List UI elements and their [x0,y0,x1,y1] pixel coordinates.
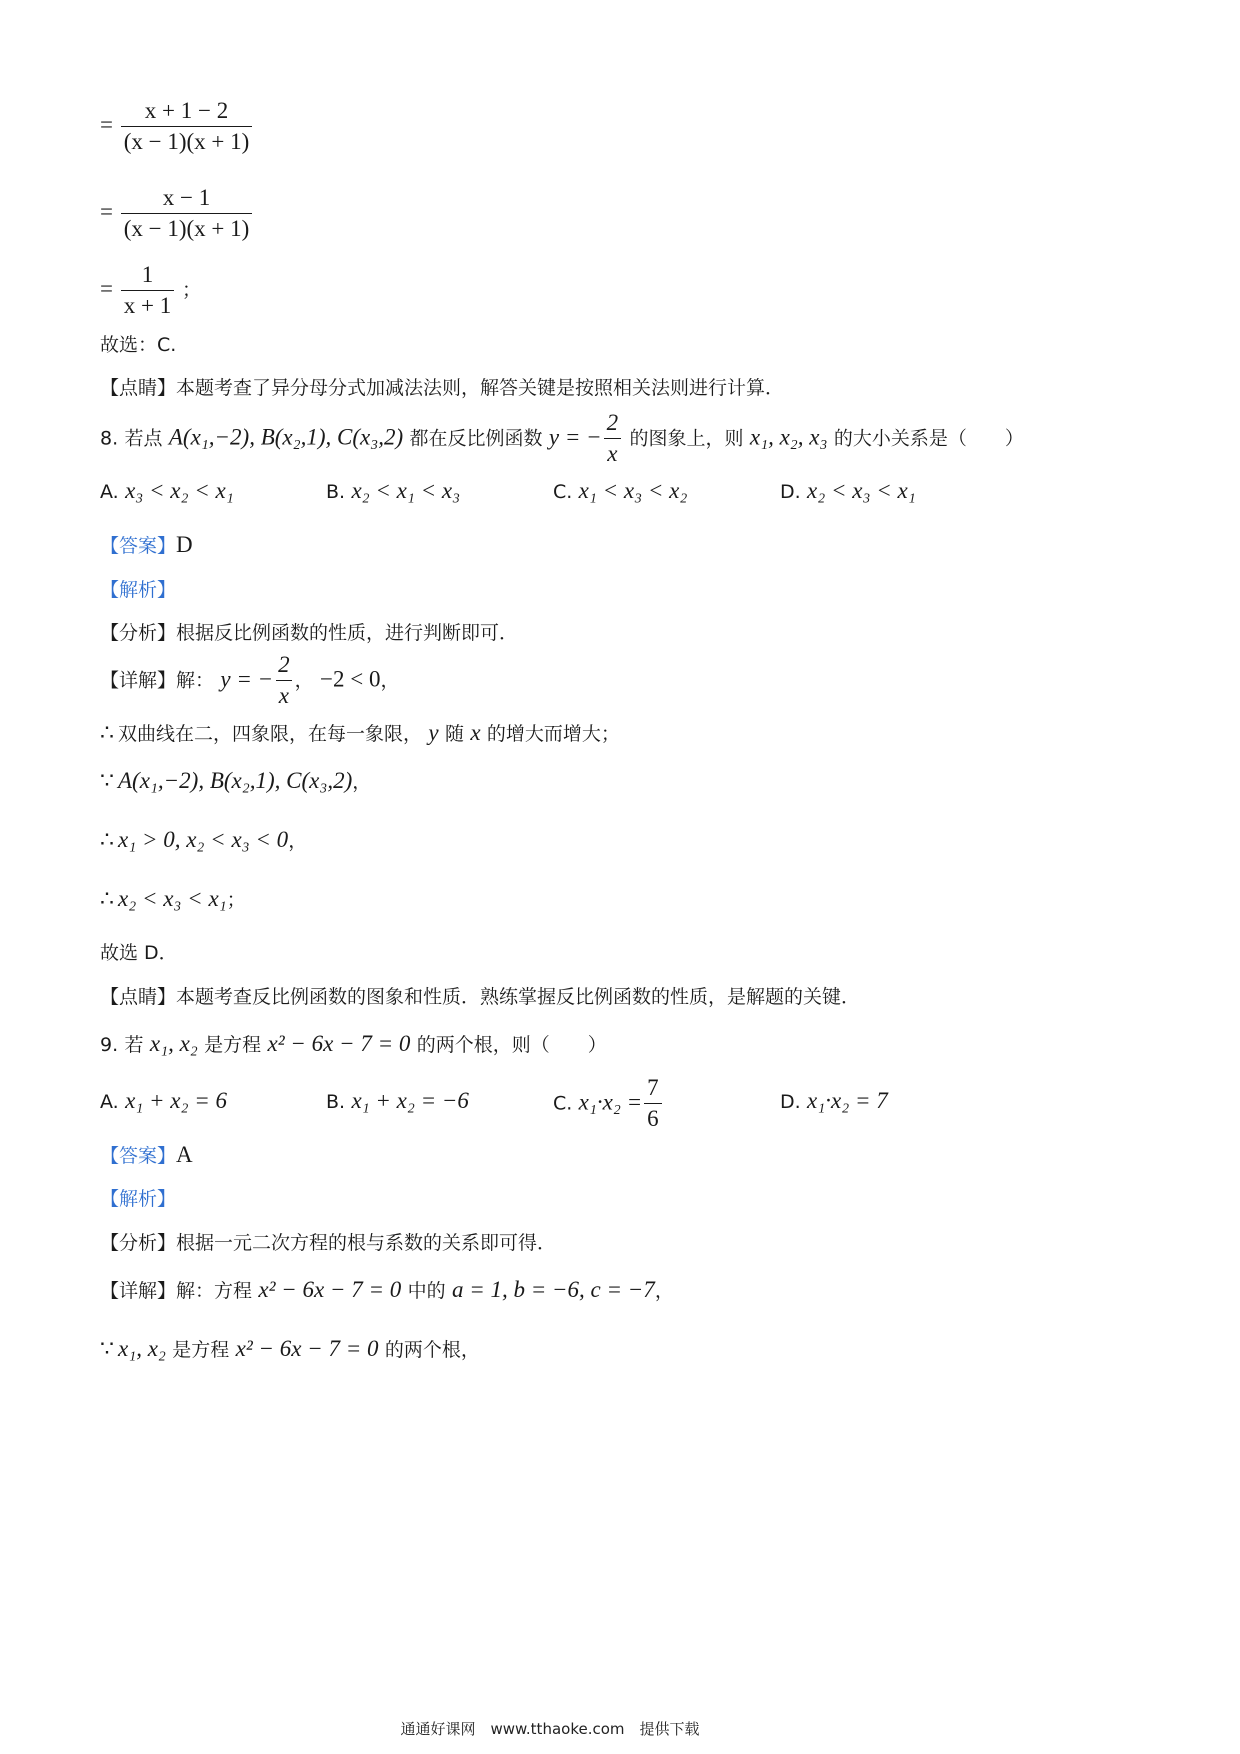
option-text: x₁·x₂ = [578,1089,643,1115]
xiangjie-tag: 【详解】 [100,1280,177,1302]
equals-sign: = [100,276,113,302]
line-text: 的增大而增大； [486,723,620,745]
q8-line-1 [100,719,620,746]
comma: ， [380,669,400,692]
q8-option-d [780,478,916,504]
option-label: B. [326,1091,346,1113]
comma: ， [352,771,372,793]
line-text: 的两个根， [384,1339,480,1361]
q8-comment [100,982,860,1009]
line-expression: A(x₁,−2), B(x₂,1), C(x₃,2) [118,768,353,793]
fenxi-tag: 【分析】 [100,1232,177,1254]
option-text: x₁ + x₂ = 6 [125,1088,228,1113]
fenxi-text: 根据一元二次方程的根与系数的关系即可得． [176,1232,557,1254]
q8-fenxi [100,618,518,645]
q8-answer [100,531,193,558]
step-line-1 [100,98,254,156]
q8-analysis-tag: 【解析】 [100,579,177,601]
equals-sign: = [100,112,113,138]
denominator: x [604,438,620,467]
option-label: D. [780,1091,801,1113]
step-line-3 [100,262,201,320]
question-number: 9. [100,1034,119,1056]
points-expression: A(x₁,−2), B(x₂,1), C(x₃,2) [168,424,404,450]
page-footer: 通通好课网 www.tthaoke.com 提供下载 [400,1720,700,1738]
q8-line-4 [100,885,246,912]
q8-choice: 故选 D． [100,942,178,964]
xiangjie-text: 解：方程 [176,1280,253,1302]
inequality: −2 < 0 [320,666,381,692]
option-text: x₃ < x₂ < x₁ [125,478,234,503]
q9-fenxi [100,1228,556,1255]
q8-option-b [326,478,460,504]
denominator: x + 1 [121,290,174,319]
variable-x: x [470,720,481,745]
answer-tag: 【答案】 [100,1145,177,1167]
stem-text: 都在反比例函数 [409,427,543,450]
fenxi-tag: 【分析】 [100,622,177,644]
line-expression: x₂ < x₃ < x₁ [118,886,227,911]
because-symbol: ∵ [100,769,114,794]
option-text: x₂ < x₃ < x₁ [807,478,916,503]
fenxi-text: 根据反比例函数的性质，进行判断即可． [176,622,519,644]
q9-line-1 [100,1335,480,1362]
function-lhs: y = − [220,666,274,692]
option-label: A. [100,481,119,503]
denominator: (x − 1)(x + 1) [121,213,253,242]
q8-line-3 [100,826,307,853]
question-9-stem [100,1030,607,1057]
variables: x₁, x₂, x₃ [749,424,828,450]
equals-sign: = [100,199,113,225]
comma: ， [288,830,308,852]
q8-option-a [100,478,234,504]
semicolon: ； [181,279,201,302]
coefficients: a = 1, b = −6, c = −7 [452,1277,655,1302]
equation: x² − 6x − 7 = 0 [267,1031,411,1056]
comment-text: 本题考查反比例函数的图象和性质．熟练掌握反比例函数的性质，是解题的关键． [176,986,861,1008]
q9-option-d [780,1088,888,1114]
option-text: x₁ + x₂ = −6 [351,1088,469,1113]
therefore-symbol: ∴ [100,887,114,912]
option-text: x₂ < x₁ < x₃ [351,478,461,503]
q9-analysis-tag: 【解析】 [100,1188,177,1210]
comment-tag: 【点睛】 [100,986,177,1008]
function-fraction [275,652,293,710]
function-lhs: y = − [548,424,602,450]
answer-value: D [176,532,193,557]
stem-text: 若点 [124,427,163,450]
q7-comment [100,373,784,400]
line-expression: x₁ > 0, x₂ < x₃ < 0 [118,827,289,852]
q9-option-b [326,1088,469,1114]
q7-choice: 故选：C. [100,334,177,356]
numerator: x − 1 [162,185,211,210]
denominator: (x − 1)(x + 1) [121,126,253,155]
stem-text: 的大小关系是（ ） [833,427,1024,450]
fraction [121,185,253,243]
numerator: 2 [606,410,619,435]
option-label: C. [553,1092,573,1115]
answer-value: A [176,1142,193,1167]
option-label: D. [780,481,801,503]
answer-tag: 【答案】 [100,535,177,557]
numerator: x + 1 − 2 [144,98,229,123]
xiangjie-tag: 【详解】 [100,669,177,692]
line-text: 随 [444,723,464,745]
fraction [121,262,174,320]
therefore-symbol: ∴ [100,721,114,746]
q9-option-a [100,1088,227,1114]
function-fraction [604,410,622,468]
q9-xiangjie [100,1276,674,1303]
xiangjie-text: 解： [176,669,215,692]
q8-line-2 [100,767,371,794]
comma: ， [654,1280,674,1302]
equation: x² − 6x − 7 = 0 [235,1336,379,1361]
variable-y: y [428,720,439,745]
therefore-symbol: ∴ [100,828,114,853]
numerator: 2 [278,652,290,677]
line-text: 是方程 [172,1339,230,1361]
option-label: A. [100,1091,119,1113]
xiangjie-text: 中的 [407,1280,446,1302]
line-text: 双曲线在二，四象限，在每一象限， [118,723,423,745]
stem-text: 是方程 [204,1034,262,1056]
option-fraction [644,1075,662,1133]
option-text: x₁·x₂ = 7 [807,1088,888,1113]
because-symbol: ∵ [100,1337,114,1362]
q8-xiangjie [100,652,399,710]
numerator: 1 [141,262,154,287]
denominator: 6 [644,1103,662,1132]
option-label: B. [326,481,346,503]
comma: ， [294,669,314,692]
equation: x² − 6x − 7 = 0 [258,1277,402,1302]
numerator: 7 [647,1075,659,1100]
denominator: x [276,680,292,709]
question-8-stem [100,410,1024,468]
q9-answer [100,1141,193,1168]
comment-text: 本题考查了异分母分式加减法法则，解答关键是按照相关法则进行计算． [176,377,785,399]
semicolon: ； [226,889,246,911]
q9-option-c [553,1075,664,1133]
option-label: C. [553,481,573,503]
variables: x₁, x₂ [149,1031,198,1056]
comment-tag: 【点睛】 [100,377,177,399]
option-text: x₁ < x₃ < x₂ [578,478,688,503]
stem-text: 的两个根，则（ ） [416,1034,607,1056]
q8-option-c [553,478,687,504]
stem-text: 的图象上，则 [629,427,744,450]
variables: x₁, x₂ [118,1336,166,1361]
step-line-2 [100,185,254,243]
question-number: 8. [100,427,119,450]
stem-text: 若 [124,1034,144,1056]
fraction [121,98,253,156]
